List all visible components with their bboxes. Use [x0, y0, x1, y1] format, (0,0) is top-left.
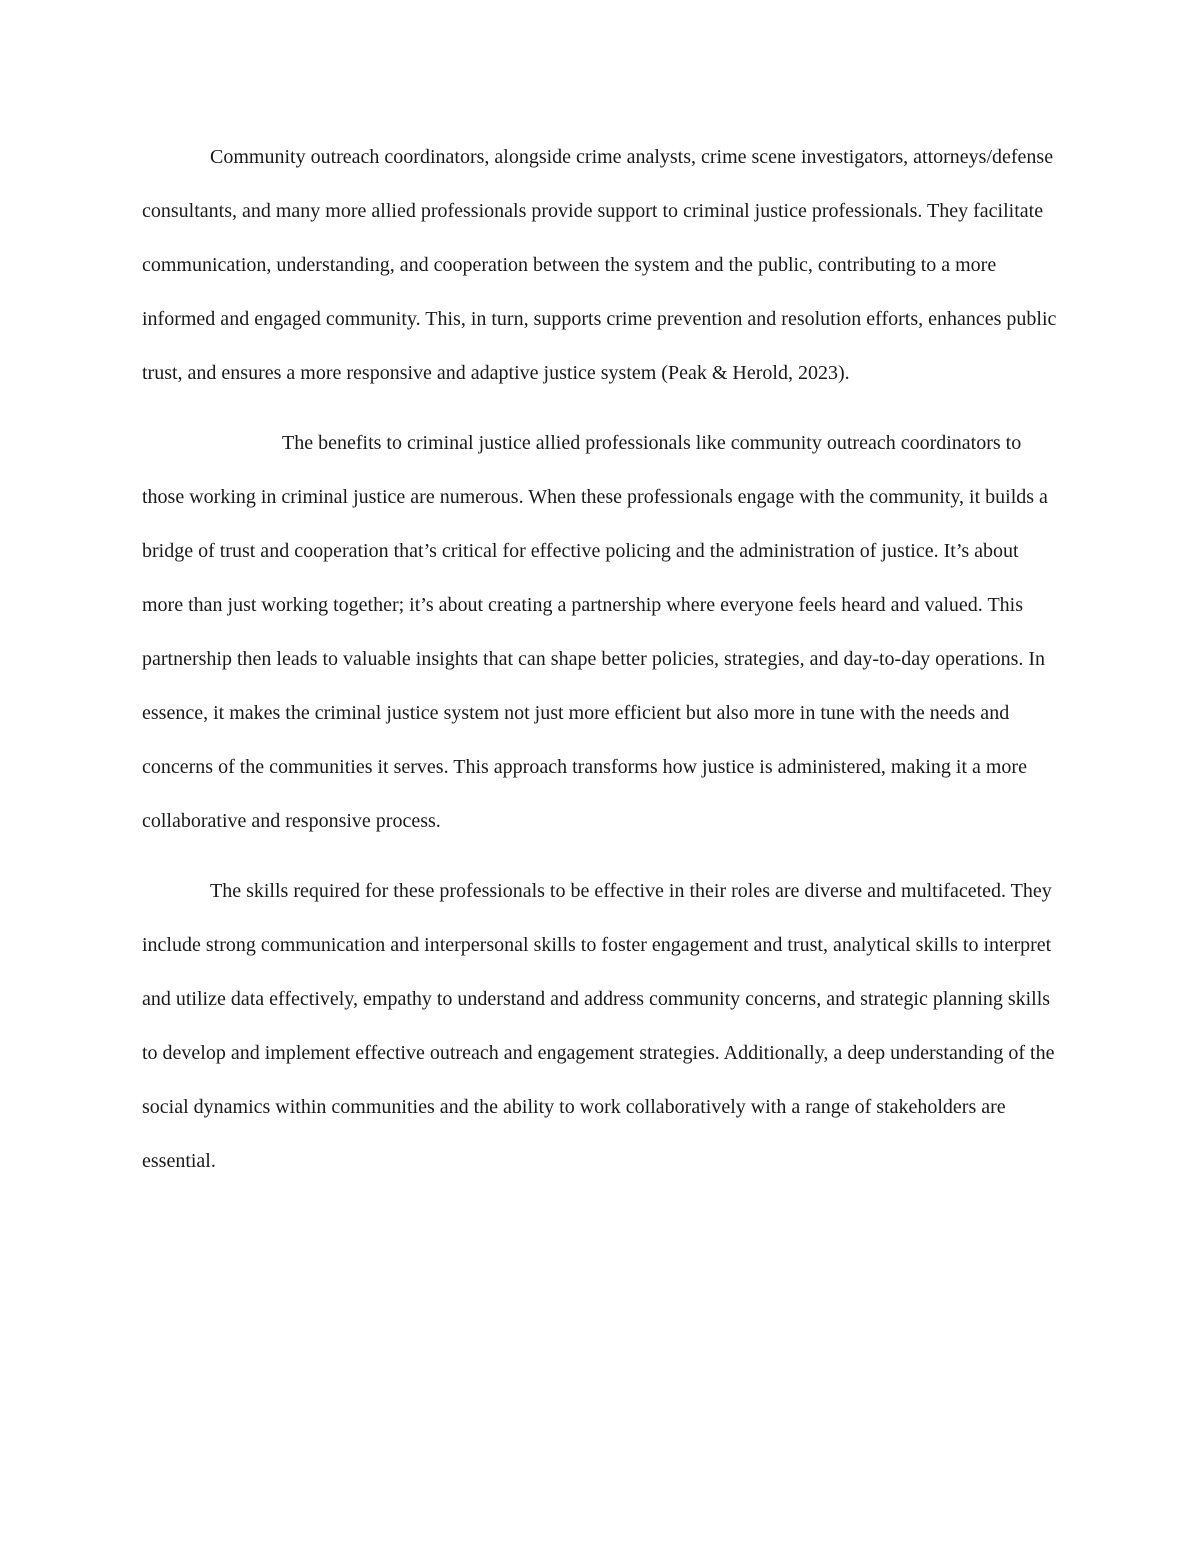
paragraph-3: The skills required for these professionals to be effective in their roles are diverse and multifaceted. They include strong communication and interpersonal skills to foster engagement and trust, analytical skills to interpret and utilize data effectively, empathy to understand and address community concerns, and strategic planning skills to develop and implement effective outreach and engagement strategies. Additionally, a deep understanding of the social dynamics within communities and the ability to work collaboratively with a range of stakeholders are essential. [142, 880, 1055, 1172]
paragraph-1: Community outreach coordinators, alongside crime analysts, crime scene investigators, attorneys/defense consultants, and many more allied professionals provide support to criminal justice professionals. They facilitate communication, understanding, and cooperation between the system and the public, contributing to a more informed and engaged community. This, in turn, supports crime prevention and resolution efforts, enhances public trust, and ensures a more responsive and adaptive justice system (Peak & Herold, 2023). [142, 146, 1057, 384]
paragraph-2: The benefits to criminal justice allied professionals like community outreach coordinators to those working in criminal justice are numerous. When these professionals engage with the community, it builds a bridge of trust and cooperation that’s critical for effective policing and the administration of justice. It’s about more than just working together; it’s about creating a partnership where everyone feels heard and valued. This partnership then leads to valuable insights that can shape better policies, strategies, and day-to-day operations. In essence, it makes the criminal justice system not just more efficient but also more in tune with the needs and concerns of the communities it serves. This approach transforms how justice is administered, making it a more collaborative and responsive process. [142, 432, 1048, 832]
document-body [142, 130, 1062, 1204]
